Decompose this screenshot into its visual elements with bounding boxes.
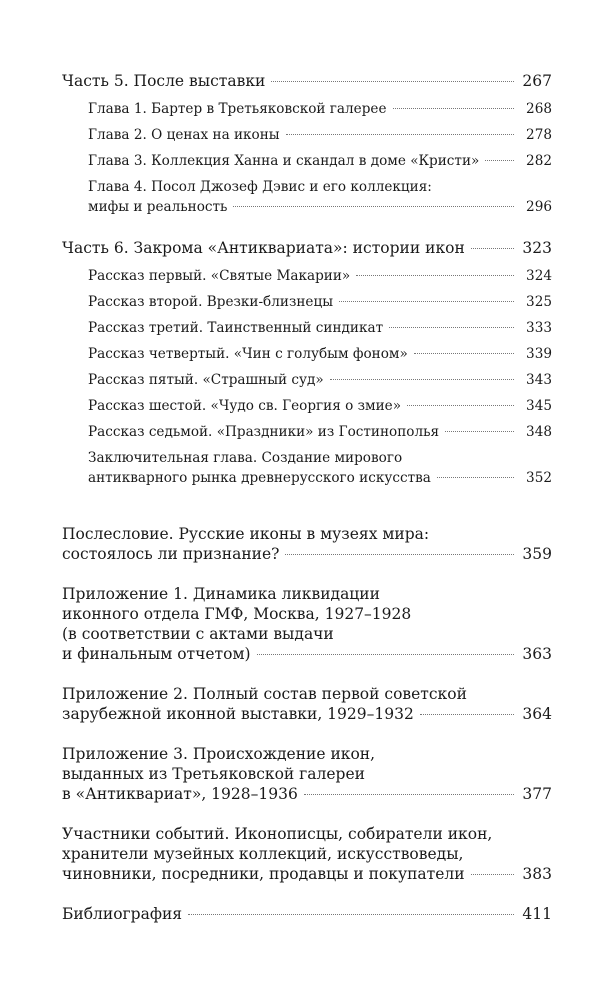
- page-number: 278: [526, 127, 552, 143]
- toc-entry-part-5[interactable]: [62, 69, 552, 93]
- dot-leader: [286, 134, 514, 135]
- toc-entry-story-6[interactable]: [62, 396, 552, 416]
- page-number: 324: [526, 268, 552, 284]
- toc-entry-bibliography[interactable]: [62, 904, 552, 924]
- entry-title: Глава 1. Бартер в Третьяковской галерее: [88, 101, 387, 117]
- entry-title: Глава 2. О ценах на иконы: [88, 127, 280, 143]
- toc-entry-chapter-1[interactable]: [62, 99, 552, 119]
- entry-title-line-2: хранители музейных коллекций, искусствоведы,: [62, 845, 464, 863]
- entry-title-line-2: состоялось ли признание?: [62, 545, 280, 563]
- toc-entry-story-2[interactable]: [62, 292, 552, 312]
- dot-leader: [330, 379, 514, 380]
- entry-title: Часть 6. Закрома «Антиквариата»: истории икон: [62, 239, 465, 257]
- toc-entry-story-7[interactable]: [62, 422, 552, 442]
- page-number: 282: [526, 153, 552, 169]
- entry-title-line-1: Приложение 3. Происхождение икон,: [62, 745, 376, 763]
- dot-leader: [339, 301, 514, 302]
- toc-entry-chapter-4[interactable]: [62, 177, 552, 217]
- entry-title-line-1: Заключительная глава. Создание мирового: [88, 450, 403, 466]
- dot-leader: [271, 81, 514, 82]
- entry-title-line-1: Участники событий. Иконописцы, собиратели икон,: [62, 825, 493, 843]
- entry-title-line-1: Приложение 2. Полный состав первой советской: [62, 685, 467, 703]
- entry-title-line-3: чиновники, посредники, продавцы и покупатели: [62, 865, 465, 883]
- dot-leader: [257, 654, 514, 655]
- page-number: 343: [526, 372, 552, 388]
- dot-leader: [437, 477, 514, 478]
- dot-leader: [285, 554, 514, 555]
- page-number: 348: [526, 424, 552, 440]
- toc-entry-chapter-2[interactable]: [62, 125, 552, 145]
- entry-title-line-1: Приложение 1. Динамика ликвидации: [62, 585, 380, 603]
- entry-title-line-2: антикварного рынка древнерусского искусства: [88, 470, 431, 486]
- dot-leader: [445, 431, 514, 432]
- toc-entry-appendix-1[interactable]: [62, 584, 552, 664]
- entry-title-line-1: Глава 4. Посол Джозеф Дэвис и его коллекция:: [88, 179, 432, 195]
- table-of-contents: [62, 66, 552, 924]
- dot-leader: [304, 794, 514, 795]
- entry-title: Часть 5. После выставки: [62, 72, 266, 90]
- entry-title: Рассказ третий. Таинственный синдикат: [88, 320, 384, 336]
- spacer: [62, 488, 552, 504]
- page-number: 352: [526, 470, 552, 486]
- dot-leader: [485, 160, 514, 161]
- dot-leader: [393, 108, 515, 109]
- page-number: 267: [522, 72, 552, 90]
- page-number: 333: [526, 320, 552, 336]
- page-number: 363: [522, 645, 552, 663]
- entry-title: Глава 3. Коллекция Ханна и скандал в доме «Кристи»: [88, 153, 480, 169]
- page-number: 268: [526, 101, 552, 117]
- entry-title-line-4: и финальным отчетом): [62, 645, 251, 663]
- entry-title: Рассказ седьмой. «Праздники» из Гостинополья: [88, 424, 440, 440]
- entry-title-line-2: зарубежной иконной выставки, 1929–1932: [62, 705, 414, 723]
- page-number: 339: [526, 346, 552, 362]
- toc-entry-story-5[interactable]: [62, 370, 552, 390]
- toc-entry-participants[interactable]: [62, 824, 552, 884]
- entry-title-line-1: Послесловие. Русские иконы в музеях мира:: [62, 525, 430, 543]
- dot-leader: [356, 275, 514, 276]
- entry-title: Рассказ пятый. «Страшный суд»: [88, 372, 324, 388]
- entry-title-line-2: иконного отдела ГМФ, Москва, 1927–1928: [62, 605, 412, 623]
- page-number: 325: [526, 294, 552, 310]
- entry-title: Рассказ шестой. «Чудо св. Георгия о змие»: [88, 398, 402, 414]
- entry-title: Рассказ четвертый. «Чин с голубым фоном»: [88, 346, 408, 362]
- toc-entry-afterword[interactable]: [62, 524, 552, 564]
- page-number: 323: [522, 239, 552, 257]
- entry-title-line-2: мифы и реальность: [88, 199, 228, 215]
- dot-leader: [420, 714, 514, 715]
- page-number: 364: [522, 705, 552, 723]
- toc-entry-story-4[interactable]: [62, 344, 552, 364]
- page-number: 411: [522, 905, 552, 923]
- entry-title: Библиография: [62, 905, 183, 923]
- dot-leader: [407, 405, 514, 406]
- toc-entry-appendix-2[interactable]: [62, 684, 552, 724]
- toc-entry-part-6[interactable]: [62, 236, 552, 260]
- page-number: 383: [522, 865, 552, 883]
- dot-leader: [471, 248, 514, 249]
- entry-title: Рассказ первый. «Святые Макарии»: [88, 268, 351, 284]
- page-number: 359: [522, 545, 552, 563]
- toc-entry-story-1[interactable]: [62, 266, 552, 286]
- dot-leader: [414, 353, 514, 354]
- page-number: 296: [526, 199, 552, 215]
- page-number: 345: [526, 398, 552, 414]
- entry-title-line-3: (в соответствии с актами выдачи: [62, 625, 334, 643]
- entry-title-line-2: выданных из Третьяковской галереи: [62, 765, 365, 783]
- dot-leader: [188, 914, 514, 915]
- dot-leader: [233, 206, 514, 207]
- toc-entry-appendix-3[interactable]: [62, 744, 552, 804]
- toc-entry-story-3[interactable]: [62, 318, 552, 338]
- dot-leader: [389, 327, 514, 328]
- page-number: 377: [522, 785, 552, 803]
- toc-entry-final-chapter[interactable]: [62, 448, 552, 488]
- toc-entry-chapter-3[interactable]: [62, 151, 552, 171]
- dot-leader: [471, 874, 514, 875]
- entry-title-line-3: в «Антиквариат», 1928–1936: [62, 785, 298, 803]
- entry-title: Рассказ второй. Врезки-близнецы: [88, 294, 334, 310]
- spacer: [62, 217, 552, 233]
